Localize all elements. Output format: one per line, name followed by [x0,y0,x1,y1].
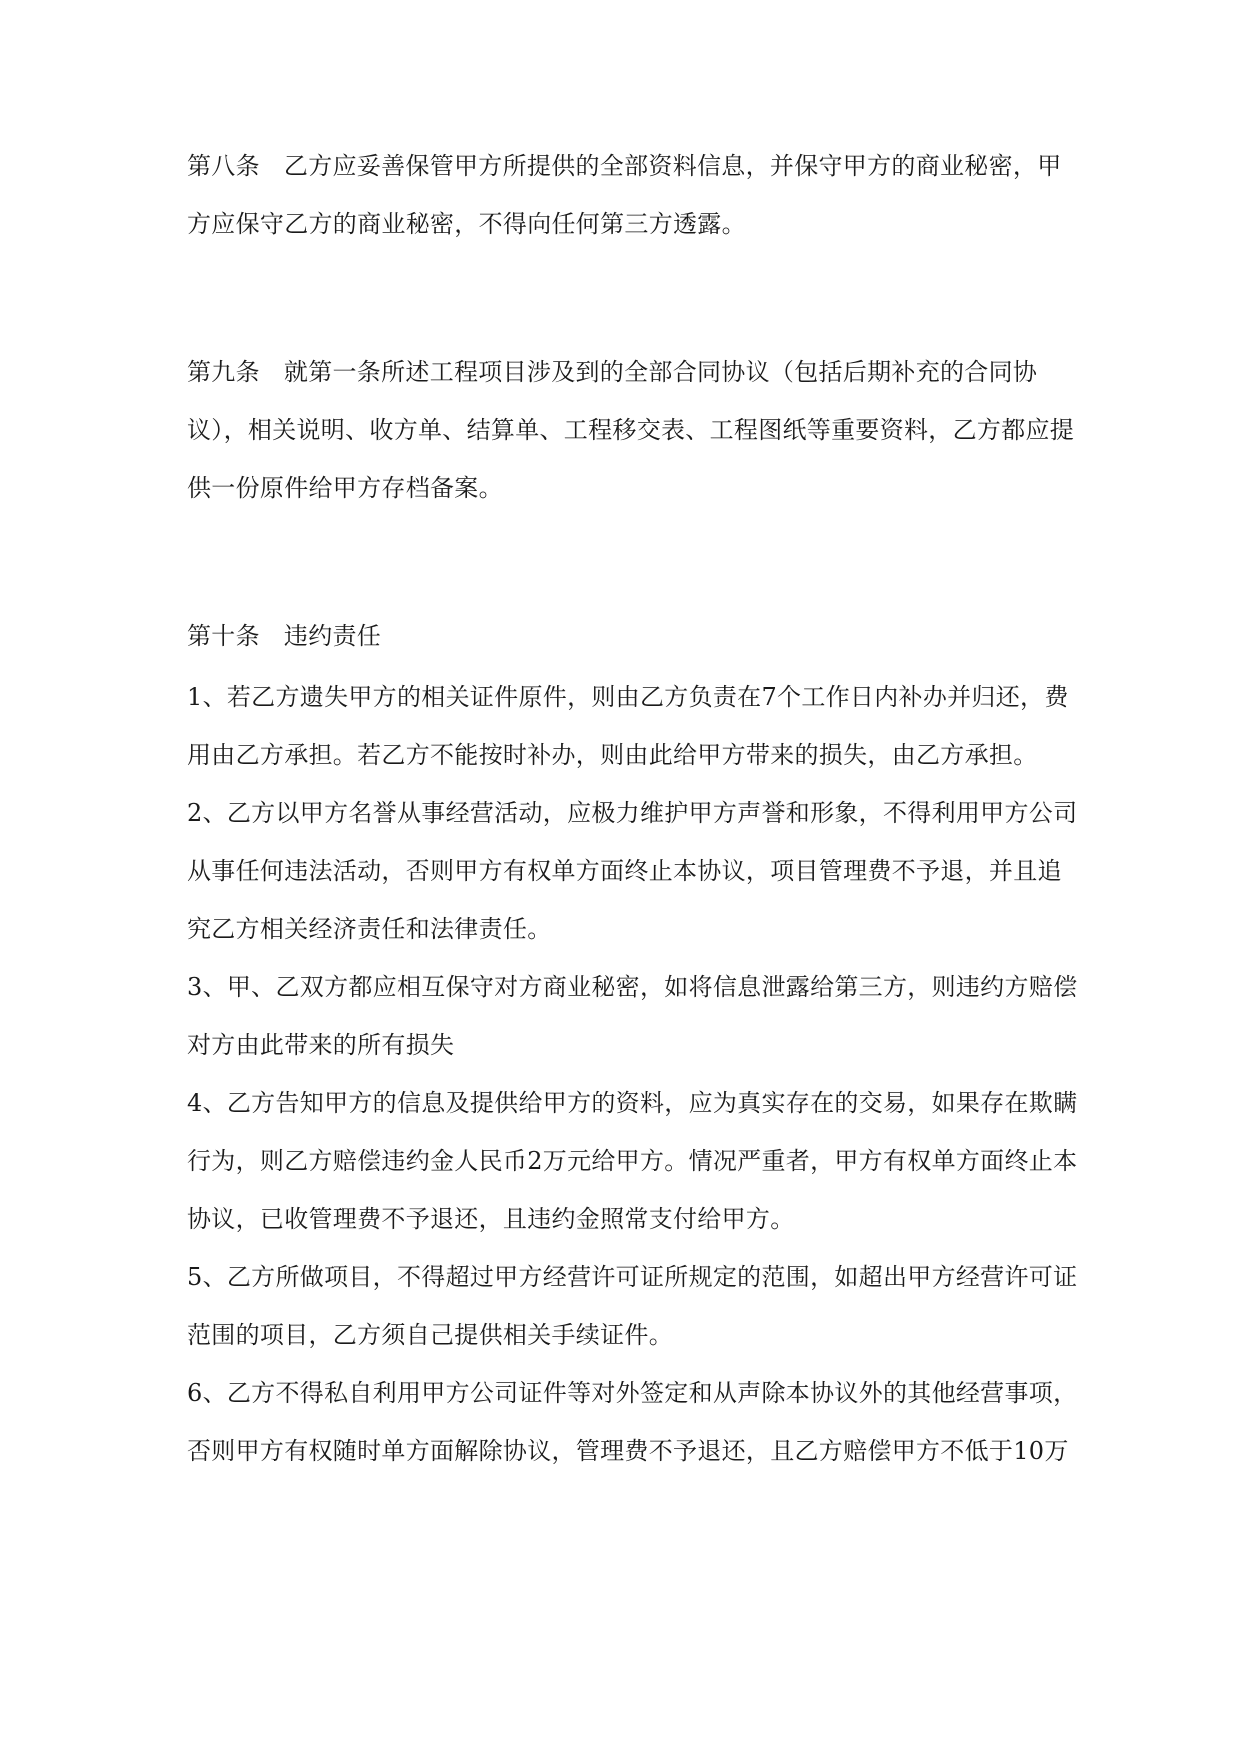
article-10-line-7: 对方由此带来的所有损失 [187,1031,455,1059]
article-8-heading: 第八条 [187,152,260,180]
article-10-line-14: 否则甲方有权随时单方面解除协议，管理费不予退还，且乙方赔偿甲方不低于10万 [187,1437,1069,1465]
article-10-line-9: 行为，则乙方赔偿违约金人民币2万元给甲方。情况严重者，甲方有权单方面终止本 [187,1147,1078,1175]
article-9-heading: 第九条 [187,358,260,386]
article-9-line-2: 议），相关说明、收方单、结算单、工程移交表、工程图纸等重要资料，乙方都应提 [187,416,1075,444]
article-10-line-5: 究乙方相关经济责任和法律责任。 [187,915,552,943]
article-10-line-1: 1、若乙方遗失甲方的相关证件原件，则由乙方负责在7个工作日内补办并归还，费 [187,683,1069,711]
article-10-line-6: 3、甲、乙双方都应相互保守对方商业秘密，如将信息泄露给第三方，则违约方赔偿 [187,973,1078,1001]
article-10-line-13: 6、乙方不得私自利用甲方公司证件等对外签定和从声除本协议外的其他经营事项， [187,1379,1078,1407]
article-10-line-8: 4、乙方告知甲方的信息及提供给甲方的资料，应为真实存在的交易，如果存在欺瞒 [187,1089,1078,1117]
article-9-line-1 [187,356,1087,388]
article-10-line-2: 用由乙方承担。若乙方不能按时补办，则由此给甲方带来的损失，由乙方承担。 [187,741,1038,769]
article-10-heading-line [187,620,1087,652]
article-8-line-2: 方应保守乙方的商业秘密，不得向任何第三方透露。 [187,210,746,238]
article-10-title: 违约责任 [283,622,382,650]
article-10-line-10: 协议，已收管理费不予退还，且违约金照常支付给甲方。 [187,1205,795,1233]
article-10-line-3: 2、乙方以甲方名誉从事经营活动，应极力维护甲方声誉和形象，不得利用甲方公司 [187,799,1078,827]
article-10-line-11: 5、乙方所做项目，不得超过甲方经营许可证所规定的范围，如超出甲方经营许可证 [187,1263,1078,1291]
article-8-text: 乙方应妥善保管甲方所提供的全部资料信息，并保守甲方的商业秘密，甲 [283,152,1062,180]
article-10-line-12: 范围的项目，乙方须自己提供相关手续证件。 [187,1321,673,1349]
article-9-text: 就第一条所述工程项目涉及到的全部合同协议（包括后期补充的合同协 [283,358,1038,386]
article-10-line-4: 从事任何违法活动，否则甲方有权单方面终止本协议，项目管理费不予退，并且追 [187,857,1062,885]
article-9-line-3: 供一份原件给甲方存档备案。 [187,474,503,502]
article-8-line-1 [187,150,1087,182]
article-10-heading: 第十条 [187,622,260,650]
